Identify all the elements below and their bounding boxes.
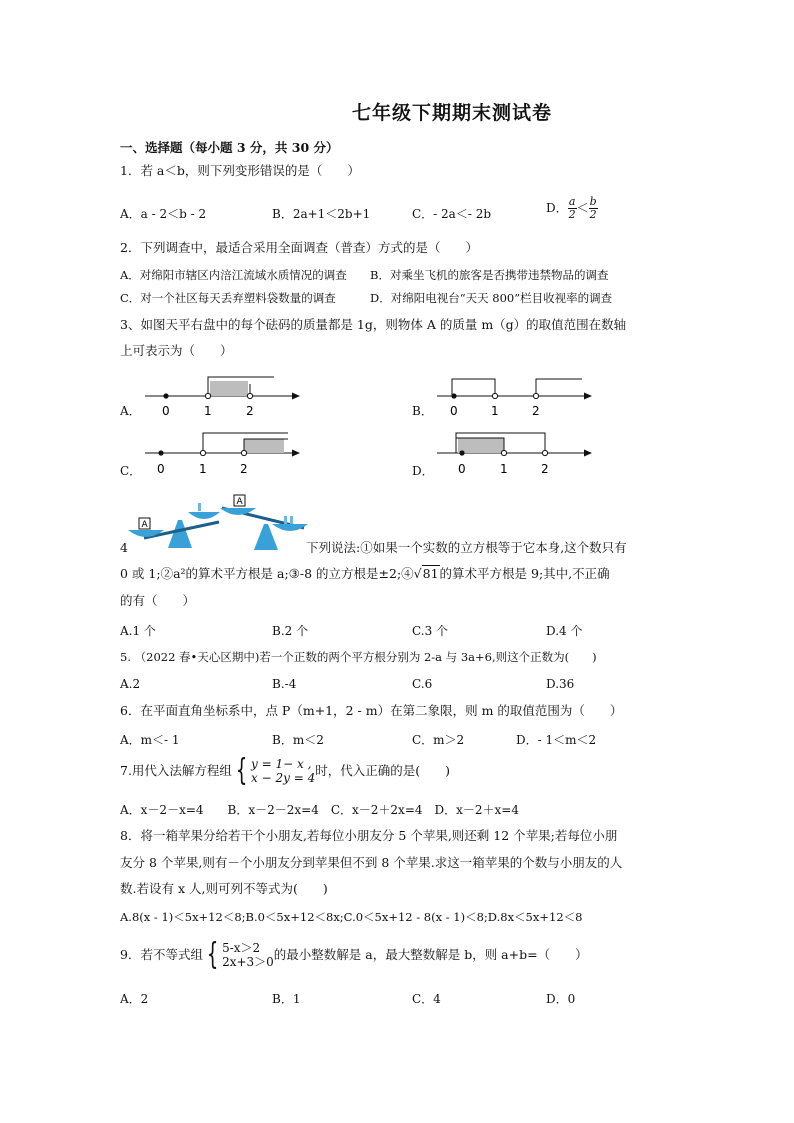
q8-line1: 8．将一箱苹果分给若干个小朋友,若每位小朋友分 5 个苹果,则还剩 12 个苹果;若每位小朋 [120, 828, 618, 843]
q4-line3: 的有（ ） [120, 593, 196, 608]
q2-option-c: C．对一个社区每天丢弃塑料袋数量的调查 [120, 291, 336, 305]
q9-ineq1: 5-x＞2 [222, 941, 261, 955]
numberline-b-point-1 [492, 393, 497, 398]
q2-option-d: D．对绵阳电视台“天天 800”栏目收视率的调查 [370, 291, 613, 305]
q1-d-fraction-b [589, 196, 598, 221]
q6-option-d: D．- 1＜m＜2 [516, 733, 597, 747]
q4-line2-pre: 0 或 1;②a²的算术平方根是 a;③-8 的立方根是±2;④ [120, 566, 414, 581]
numberline-a-point-1 [205, 393, 210, 398]
numberline-a [140, 368, 305, 420]
numberline-c-arrow [292, 450, 300, 457]
q1-d-den2: 2 [589, 208, 597, 221]
q5-stem: 5. （2022 春•天心区期中)若一个正数的两个平方根分别为 2-a 与 3a+6,则这个正数为( ) [120, 650, 597, 664]
numberline-c-point-1 [200, 450, 205, 455]
q9-ineq2: 2x+3＞0 [222, 955, 274, 969]
numberline-d-point-2 [542, 450, 547, 455]
q7-brace: { [235, 753, 248, 788]
scale-right-stand [254, 524, 278, 550]
q7-stem [120, 753, 450, 788]
q3-label-c: C． [120, 464, 142, 478]
numberline-d-tick-2: 2 [541, 462, 549, 476]
numberline-c-point-0 [158, 450, 163, 455]
q6-option-a: A．m＜- 1 [120, 733, 180, 747]
q1-d-prefix: D． [546, 201, 568, 215]
section-heading: 一、选择题（每小题 3 分，共 30 分） [120, 140, 339, 155]
scale-left-stand [168, 520, 192, 548]
q1-option-c: C．- 2a＜- 2b [412, 207, 492, 221]
q4-number: 4 [120, 540, 128, 555]
q4-option-d: D.4 个 [546, 624, 583, 638]
balance-scale-left [128, 503, 220, 548]
q5-option-c: C.6 [412, 677, 433, 691]
numberline-b-point-2 [533, 393, 538, 398]
q1-stem: 1．若 a＜b，则下列变形错误的是（ ） [120, 163, 360, 178]
scale-right-pan-right [272, 524, 308, 531]
numberline-c [140, 428, 305, 480]
numberline-d-arrow [584, 450, 592, 457]
q2-option-a: A．对绵阳市辖区内涪江流域水质情况的调查 [120, 268, 347, 282]
scale-left-weight [198, 503, 201, 511]
numberline-d-shade [458, 438, 504, 453]
q5-option-d: D.36 [546, 677, 575, 691]
numberline-a-tick-1: 1 [204, 404, 212, 418]
numberline-c-tick-0: 0 [157, 462, 165, 476]
q1-option-d [546, 196, 598, 221]
scale-left-box-label: A [141, 520, 148, 530]
numberline-d [432, 428, 597, 480]
numberline-c-tick-2: 2 [240, 462, 248, 476]
q5-option-a: A.2 [120, 677, 141, 691]
q7-eq2: x − 2y = 4 [251, 771, 316, 785]
q3-label-a: A． [120, 404, 141, 418]
q4-option-a: A.1 个 [120, 624, 156, 638]
q2-option-b: B．对乘坐飞机的旅客是否携带违禁物品的调查 [370, 268, 609, 282]
q9-brace: { [206, 937, 219, 972]
q1-d-den1: 2 [568, 208, 576, 221]
q4-line2 [120, 566, 610, 582]
q1-option-b: B．2a+1＜2b+1 [272, 207, 371, 221]
numberline-d-tick-0: 0 [458, 462, 466, 476]
q9-option-a: A．2 [120, 992, 149, 1006]
scale-right-weight-1 [284, 516, 287, 524]
q6-stem: 6．在平面直角坐标系中，点 P（m+1，2 - m）在第二象限，则 m 的取值范围为（ ） [120, 703, 623, 718]
q7-options: A．x－2－x=4 B．x－2－2x=4 C．x－2＋2x=4 D．x－2＋x=4 [120, 803, 519, 817]
q7-eq1: y = 1− x , [251, 757, 312, 771]
q9-option-c: C．4 [412, 992, 441, 1006]
q9-pre: 9．若不等式组 [120, 947, 203, 962]
numberline-d-point-0 [459, 450, 464, 455]
scale-left-pan-right [188, 512, 220, 519]
q9-post: 的最小整数解是 a，最大整数解是 b，则 a+b=（ ） [273, 947, 588, 962]
q1-d-num2: b [589, 195, 597, 208]
numberline-a-tick-2: 2 [246, 404, 254, 418]
q9-option-b: B．1 [272, 992, 301, 1006]
q2-stem: 2．下列调查中，最适合采用全面调查（普查）方式的是（ ） [120, 240, 478, 255]
numberline-d-point-1 [501, 450, 506, 455]
numberline-d-tick-1: 1 [500, 462, 508, 476]
q7-post: 时，代入正确的是( ) [315, 763, 450, 778]
numberline-a-point-0 [163, 393, 168, 398]
q4-radicand: 81 [422, 566, 439, 581]
q3-label-b: B． [412, 404, 433, 418]
q4-option-c: C.3 个 [412, 624, 449, 638]
q1-d-fraction-a [568, 196, 577, 221]
numberline-c-point-2 [241, 450, 246, 455]
balance-scale-right [220, 495, 308, 550]
q8-options: A.8(x - 1)＜5x+12＜8;B.0＜5x+12＜8x;C.0＜5x+12 - 8(x - 1)＜8;D.8x＜5x+12＜8 [120, 910, 583, 924]
q9-stem [120, 937, 588, 972]
numberline-b-tick-0: 0 [450, 404, 458, 418]
page-title: 七年级下期期末测试卷 [351, 102, 552, 124]
numberline-b-arrow [584, 393, 592, 400]
scale-right-box-label: A [236, 497, 243, 507]
scale-right-weight-2 [290, 516, 293, 524]
q1-d-op: ＜ [576, 201, 589, 215]
balance-scales-figure [124, 494, 310, 554]
numberline-b-point-0 [451, 393, 456, 398]
numberline-a-point-2 [247, 393, 252, 398]
numberline-c-shade [244, 439, 284, 453]
numberline-b-tick-1: 1 [491, 404, 499, 418]
numberline-b-tick-2: 2 [532, 404, 540, 418]
q4-line1: 下列说法:①如果一个实数的立方根等于它本身,这个数只有 [306, 540, 627, 555]
q8-line3: 数.若设有 x 人,则可列不等式为( ) [120, 881, 328, 896]
numberline-b-bracket-right [536, 379, 582, 396]
q7-system [251, 757, 315, 785]
q4-option-b: B.2 个 [272, 624, 309, 638]
numberline-a-arrow [292, 393, 300, 400]
q1-d-num1: a [568, 195, 576, 208]
q3-line1: 3、如图天平右盘中的每个砝码的质量都是 1g，则物体 A 的质量 m（g）的取值范围在数轴 [120, 317, 627, 332]
q9-system [222, 941, 274, 969]
numberline-b-bracket-left [452, 379, 495, 396]
numberline-b [432, 368, 597, 420]
q8-line2: 友分 8 个苹果,则有－个小朋友分到苹果但不到 8 个苹果.求这一箱苹果的个数与小朋友的人 [120, 855, 623, 870]
numberline-a-shade [210, 381, 248, 396]
numberline-a-tick-0: 0 [162, 404, 170, 418]
q5-option-b: B.-4 [272, 677, 297, 691]
q7-pre: 7.用代入法解方程组 [120, 763, 232, 778]
q6-option-b: B．m＜2 [272, 733, 324, 747]
numberline-c-tick-1: 1 [199, 462, 207, 476]
q3-label-d: D． [412, 464, 434, 478]
q6-option-c: C．m＞2 [412, 733, 465, 747]
q4-sqrt: √81 [413, 566, 439, 581]
q9-option-d: D．0 [546, 992, 576, 1006]
q4-line2-post: 的算术平方根是 9;其中,不正确 [439, 566, 610, 581]
q3-line2: 上可表示为（ ） [120, 343, 233, 358]
q1-option-a: A．a - 2＜b - 2 [120, 207, 207, 221]
